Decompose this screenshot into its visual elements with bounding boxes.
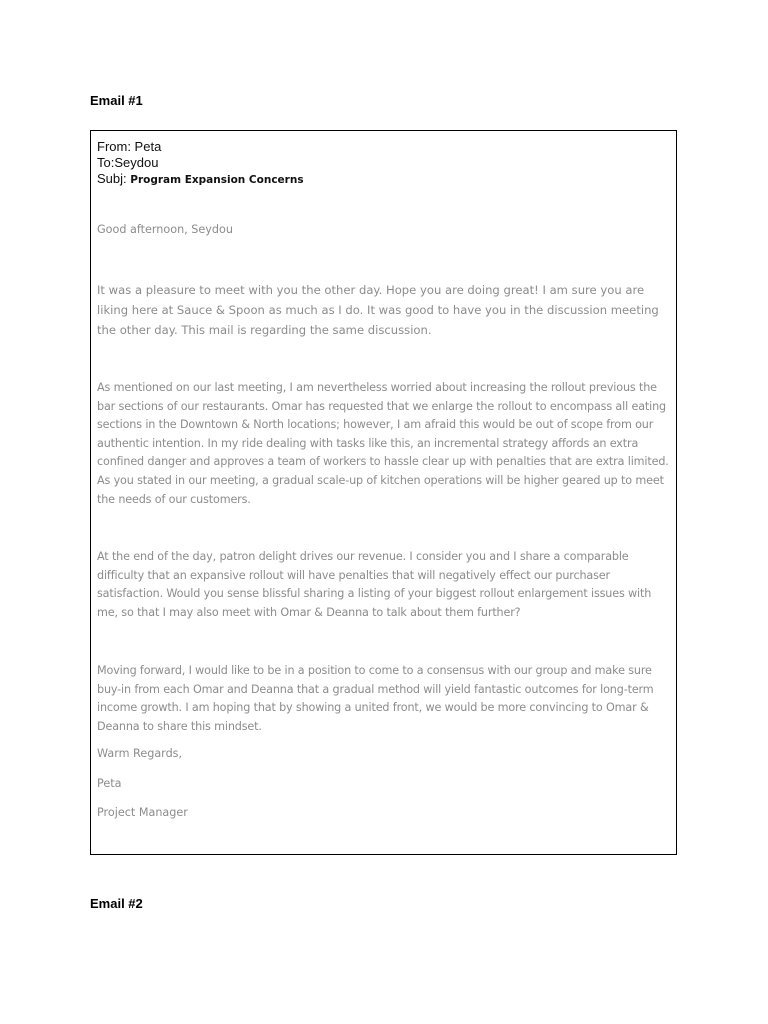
email-paragraph-1: It was a pleasure to meet with you the other day. Hope you are doing great! I am sure you are liking here at Sauce & Spoon as much as I do. It was good to have you in the discussion meeting the other day. This mail is regarding the same discussion. — [97, 283, 659, 337]
email-paragraph-4: Moving forward, I would like to be in a position to come to a consensus with our group and make sure buy-in from each Omar and Deanna that a gradual method will yield fantastic outcomes for long-term income growth. I am hoping that by showing a united front, we would be more convincing to Omar & Deanna to share this mindset. — [97, 664, 654, 733]
email-subject-line — [97, 171, 670, 188]
email-1-heading: Email #1 — [90, 93, 143, 108]
email-from-line: From: Peta — [97, 139, 162, 154]
email-signer-title: Project Manager — [97, 806, 188, 819]
email-closing: Warm Regards, — [97, 747, 183, 760]
email-paragraph-3: At the end of the day, patron delight drives our revenue. I consider you and I share a comparable difficulty that an expansive rollout will have penalties that will negatively effect our purchaser satisfaction. Would you sense blissful sharing a listing of your biggest rollout enlargement issues with me, so that I may also meet with Omar & Deanna to talk about them further? — [97, 550, 652, 619]
subject-value: Program Expansion Concerns — [130, 174, 304, 186]
email-1-box — [90, 130, 677, 855]
email-2-heading: Email #2 — [90, 896, 143, 911]
email-signer-name: Peta — [97, 777, 122, 790]
email-greeting: Good afternoon, Seydou — [97, 223, 233, 236]
email-to-line: To:Seydou — [97, 155, 159, 170]
subject-label: Subj: — [97, 171, 131, 186]
email-paragraph-2: As mentioned on our last meeting, I am nevertheless worried about increasing the rollout previous the bar sections of our restaurants. Omar has requested that we enlarge the rollout to encompass all eating sections in the Downtown & North locations; however, I am afraid this would be out of scope from our authentic intention. In my ride dealing with tasks like this, an incremental strategy affords an extra confined danger and approves a team of workers to hassle clear up with penalties that are extra limited. As you stated in our meeting, a gradual scale-up of kitchen operations will be higher geared up to meet the needs of our customers. — [97, 381, 669, 506]
